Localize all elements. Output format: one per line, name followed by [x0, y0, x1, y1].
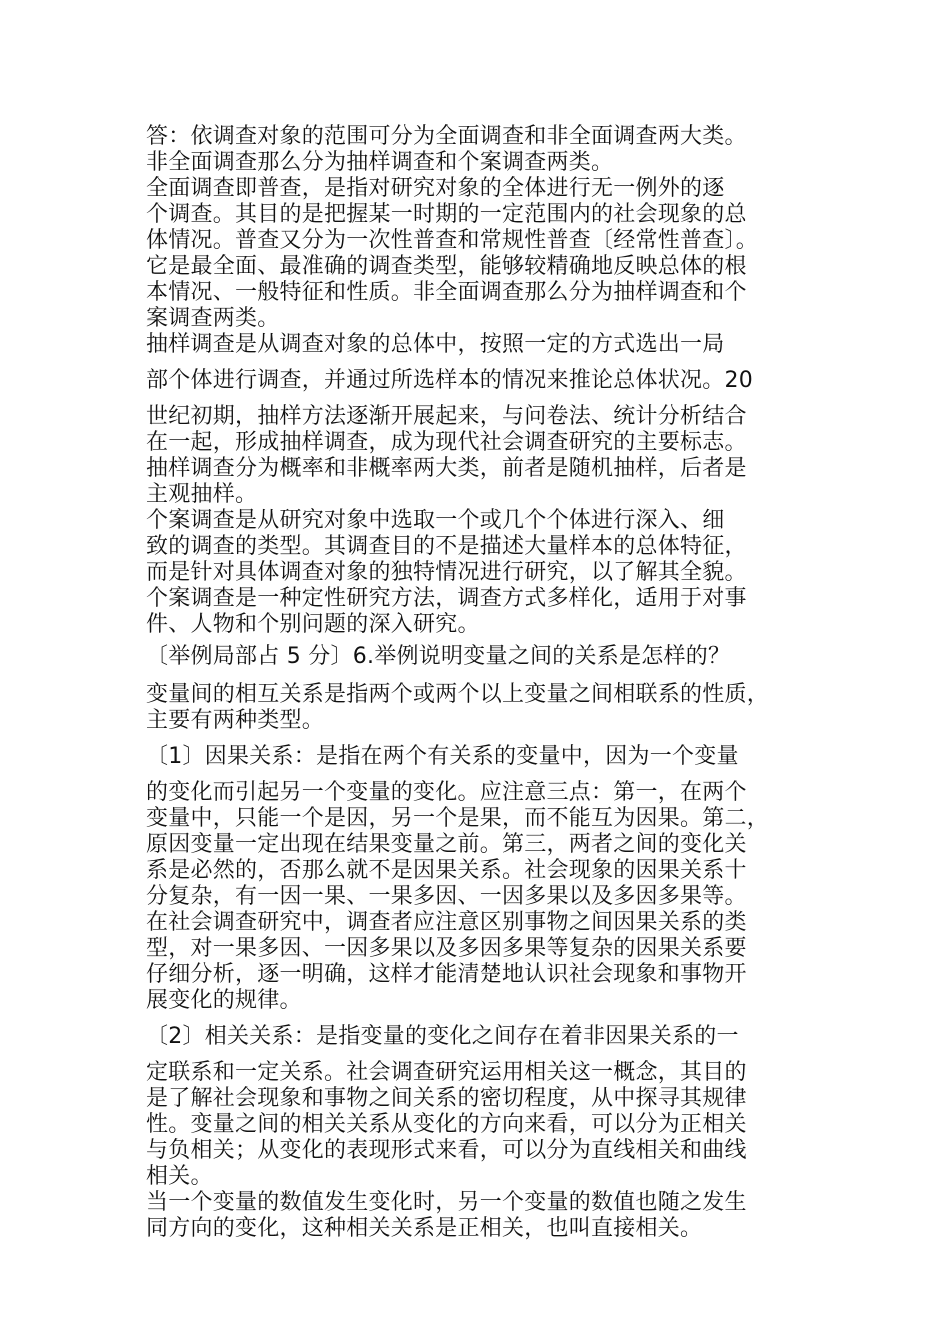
text-line: 变量间的相互关系是指两个或两个以上变量之间相联系的性质， [146, 682, 770, 707]
text-line: 案调查两类。 [146, 306, 280, 331]
text-line: 它是最全面、最准确的调查类型，能够较精确地反映总体的根 [146, 254, 747, 279]
text-line: 性。变量之间的相关关系从变化的方向来看，可以分为正相关 [146, 1112, 747, 1137]
question-heading: 〔举例局部占 5 分〕6.举例说明变量之间的关系是怎样的？ [146, 644, 731, 669]
text-line: 部个体进行调查，并通过所选样本的情况来推论总体状况。20 [146, 368, 753, 393]
text-line: 件、人物和个别问题的深入研究。 [146, 612, 480, 637]
text-line: 同方向的变化，这种相关关系是正相关，也叫直接相关。 [146, 1216, 703, 1241]
text-line: 抽样调查分为概率和非概率两大类，前者是随机抽样，后者是 [146, 456, 747, 481]
text-line: 〔1〕因果关系：是指在两个有关系的变量中，因为一个变量 [146, 744, 739, 769]
text-line: 非全面调查那么分为抽样调查和个案调查两类。 [146, 150, 614, 175]
text-line: 的变化而引起另一个变量的变化。应注意三点：第一，在两个 [146, 780, 747, 805]
text-line: 系是必然的，否那么就不是因果关系。社会现象的因果关系十 [146, 858, 747, 883]
text-line: 〔2〕相关关系：是指变量的变化之间存在着非因果关系的一 [146, 1024, 739, 1049]
text-line: 主观抽样。 [146, 482, 258, 507]
text-line: 个调查。其目的是把握某一时期的一定范围内的社会现象的总 [146, 202, 747, 227]
text-line: 型，对一果多因、一因多果以及多因多果等复杂的因果关系要 [146, 936, 747, 961]
text-line: 相关。 [146, 1164, 213, 1189]
text-line: 原因变量一定出现在结果变量之前。第三，两者之间的变化关 [146, 832, 747, 857]
text-line: 定联系和一定关系。社会调查研究运用相关这一概念，其目的 [146, 1060, 747, 1085]
text-line: 分复杂，有一因一果、一果多因、一因多果以及多因多果等。 [146, 884, 747, 909]
text-line: 全面调查即普查，是指对研究对象的全体进行无一例外的逐 [146, 176, 725, 201]
text-line: 抽样调查是从调查对象的总体中，按照一定的方式选出一局 [146, 332, 725, 357]
text-line: 而是针对具体调查对象的独特情况进行研究，以了解其全貌。 [146, 560, 747, 585]
text-line: 答：依调查对象的范围可分为全面调查和非全面调查两大类。 [146, 124, 747, 149]
text-line: 在一起，形成抽样调查，成为现代社会调查研究的主要标志。 [146, 430, 747, 455]
text-line: 是了解社会现象和事物之间关系的密切程度，从中探寻其规律 [146, 1086, 747, 1111]
text-line: 与负相关；从变化的表现形式来看，可以分为直线相关和曲线 [146, 1138, 747, 1163]
text-line: 本情况、一般特征和性质。非全面调查那么分为抽样调查和个 [146, 280, 747, 305]
text-line: 世纪初期，抽样方法逐渐开展起来，与问卷法、统计分析结合 [146, 404, 747, 429]
text-line: 主要有两种类型。 [146, 708, 325, 733]
text-line: 致的调查的类型。其调查目的不是描述大量样本的总体特征， [146, 534, 747, 559]
text-line: 当一个变量的数值发生变化时，另一个变量的数值也随之发生 [146, 1190, 747, 1215]
text-line: 变量中，只能一个是因，另一个是果，而不能互为因果。第二， [146, 806, 770, 831]
text-line: 体情况。普查又分为一次性普查和常规性普查〔经常性普查〕。 [146, 228, 759, 253]
text-line: 个案调查是一种定性研究方法，调查方式多样化，适用于对事 [146, 586, 747, 611]
text-line: 展变化的规律。 [146, 988, 302, 1013]
text-line: 在社会调查研究中，调查者应注意区别事物之间因果关系的类 [146, 910, 747, 935]
text-line: 仔细分析，逐一明确，这样才能清楚地认识社会现象和事物开 [146, 962, 747, 987]
text-line: 个案调查是从研究对象中选取一个或几个个体进行深入、细 [146, 508, 725, 533]
